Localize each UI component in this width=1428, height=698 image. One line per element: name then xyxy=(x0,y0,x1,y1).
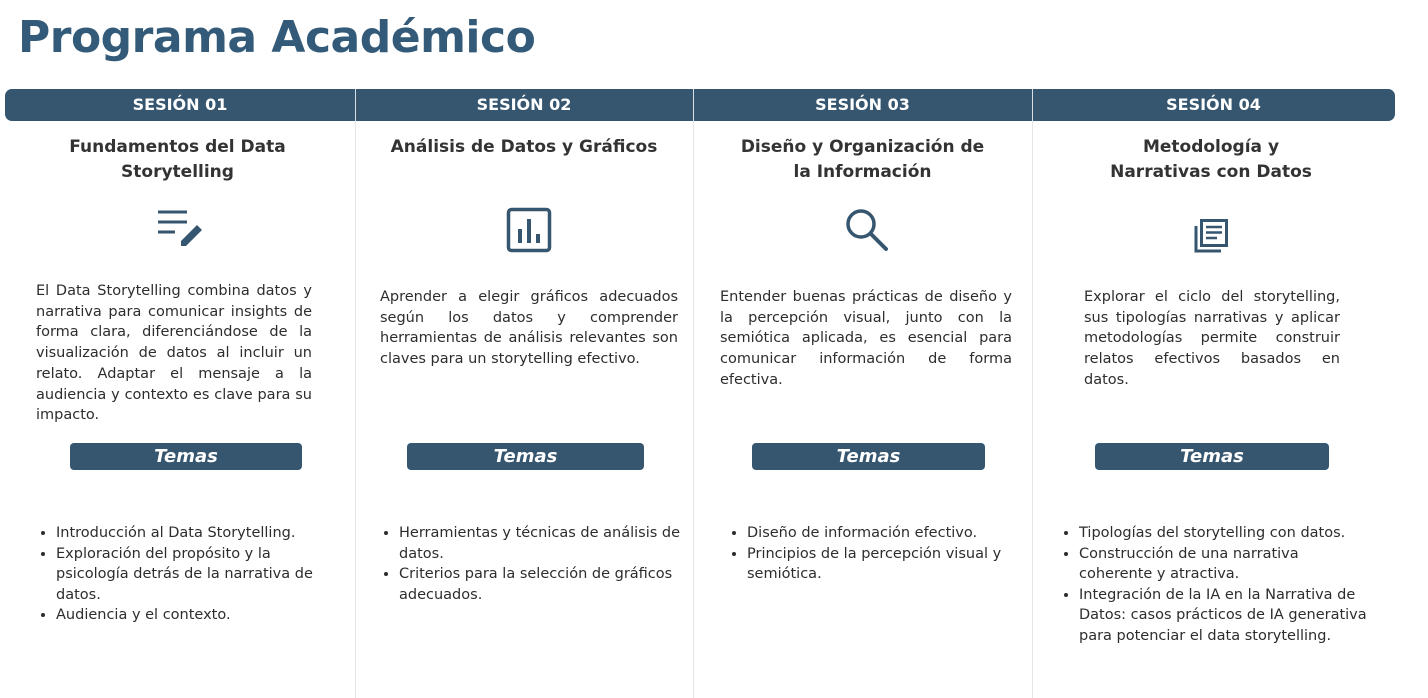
session-02-column xyxy=(355,121,693,698)
topic-item: • Herramientas y técnicas de análisis de datos. xyxy=(399,523,689,564)
topic-item: • Exploración del propósito y la psicología detrás de la narrativa de datos. xyxy=(56,544,326,606)
session-03-column xyxy=(693,121,1032,698)
session-04-title xyxy=(1032,135,1390,185)
session-02-temas-label: Temas xyxy=(407,443,644,470)
session-02-header: SESIÓN 02 xyxy=(476,95,572,114)
topic-item: • Diseño de información efectivo. xyxy=(747,523,1017,544)
session-04-column xyxy=(1032,121,1395,698)
session-03-temas-label: Temas xyxy=(752,443,985,470)
session-01-column xyxy=(5,121,355,698)
topic-item: • Tipologías del storytelling con datos. xyxy=(1079,523,1369,544)
session-02-topics xyxy=(379,523,689,605)
session-01-description: El Data Storytelling combina datos y narrativa para comunicar insights de forma clara, diferenciándose de la visualización de datos al incluir un relato. Adaptar el mensaje a la audiencia y contexto es clave para su impacto. xyxy=(36,283,312,424)
session-title-line: Storytelling xyxy=(121,162,234,182)
bar-chart-icon xyxy=(506,207,552,253)
topic-item: • Audiencia y el contexto. xyxy=(56,605,326,626)
session-01-header: SESIÓN 01 xyxy=(132,95,228,114)
session-title-line: Fundamentos del Data xyxy=(69,137,286,157)
session-04-description: Explorar el ciclo del storytelling, sus tipologías narrativas y aplicar metodologías permite construir relatos efectivos basados en datos. xyxy=(1084,289,1340,388)
topic-item: • Principios de la percepción visual y semiótica. xyxy=(747,544,1017,585)
session-04-topics xyxy=(1059,523,1369,646)
session-01-title xyxy=(0,135,355,185)
header-divider xyxy=(693,89,694,121)
session-title-line: Metodología y xyxy=(1142,137,1280,157)
sessions-header-bar xyxy=(5,89,1395,121)
session-03-title xyxy=(693,135,1032,185)
session-03-topics xyxy=(727,523,1017,585)
session-title-line: Narrativas con Datos xyxy=(1110,162,1312,182)
session-01-temas-label: Temas xyxy=(70,443,302,470)
session-01-topics xyxy=(36,523,326,626)
session-03-header: SESIÓN 03 xyxy=(815,95,910,114)
session-04-temas-label: Temas xyxy=(1095,443,1329,470)
header-divider xyxy=(1032,89,1033,121)
topic-item: • Criterios para la selección de gráficos adecuados. xyxy=(399,564,689,605)
notes-edit-icon xyxy=(157,208,207,252)
session-title-line: la Información xyxy=(793,162,932,182)
session-title-line: Diseño y Organización de xyxy=(740,137,985,157)
page-title: Programa Académico xyxy=(18,12,536,63)
topic-item: • Introducción al Data Storytelling. xyxy=(56,523,326,544)
document-stack-icon xyxy=(1193,218,1229,254)
topic-item: • Integración de la IA en la Narrativa de Datos: casos prácticos de IA generativa para potenciar el data storytelling. xyxy=(1079,585,1369,647)
search-icon xyxy=(844,207,890,253)
topic-item: • Construcción de una narrativa coherente y atractiva. xyxy=(1079,544,1369,585)
session-02-title xyxy=(355,135,693,160)
header-divider xyxy=(355,89,356,121)
session-02-description: Aprender a elegir gráficos adecuados según los datos y comprender herramientas de análisis relevantes son claves para un storytelling efectivo. xyxy=(380,289,678,368)
session-title-line: Análisis de Datos y Gráficos xyxy=(390,137,658,157)
session-03-description: Entender buenas prácticas de diseño y la percepción visual, junto con la semiótica aplicada, es esencial para comunicar información de forma efectiva. xyxy=(720,289,1012,388)
session-04-header: SESIÓN 04 xyxy=(1166,95,1261,114)
